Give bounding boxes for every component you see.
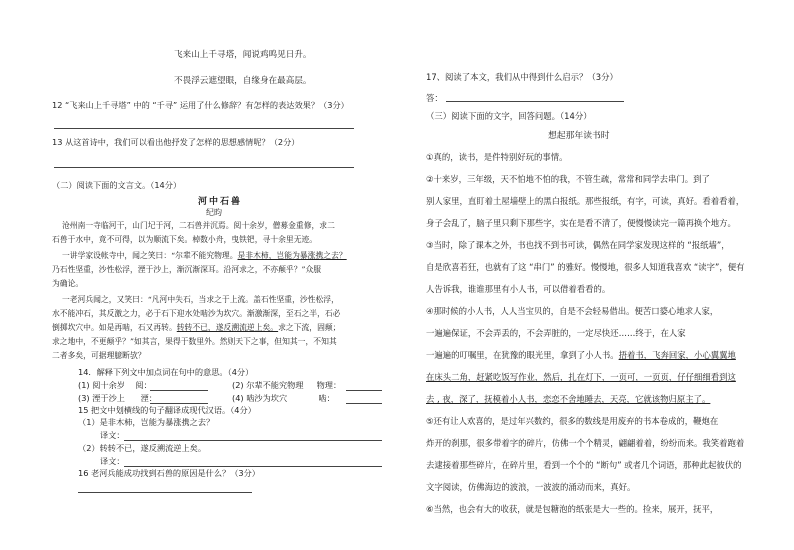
answer-line-15-1[interactable] [124, 440, 382, 441]
q14-item-3 [78, 393, 157, 403]
answer-line-17[interactable] [446, 101, 624, 102]
answer-line-13[interactable] [54, 167, 354, 168]
q15-translation-label-2: 译文： [100, 456, 125, 466]
text-line: 别人家里，直盯着土屋墙壁上的黑白报纸。那些报纸，有字，可读，真好。看着看着， [426, 196, 745, 206]
text-line: ②十来岁，三年级，天不怕地不怕的我，不管生疏，常常和同学去串门。到了 [426, 174, 710, 184]
text-line: ③当时，除了课本之外，书也找不到书可读，偶然在同学家发现这样的 “报纸墙”， [426, 240, 730, 250]
item-text: 啮沙为坎穴 [246, 393, 288, 403]
text-line: 自是欣喜若狂，也就有了这 “串门” 的雅好。慢慢地，很多人知道我喜欢 “读字”，便有 [426, 262, 745, 272]
text-segment: 倒掷坎穴中。如是再啮，石又再转。 [52, 323, 177, 332]
underlined-passage-line: 去 , 夜，深了，抚模着小人书，恋恋不舍地睡去，天亮，它就该物归原主了。 [426, 394, 711, 404]
text-segment: 一遍遍的叮嘱里，在犹豫的眼光里，拿到了小人书。 [426, 350, 619, 360]
text-line: 身子会乱了，脑子里只剩下那些字，实在是看不清了，便慢慢读完一篇再换个地方。 [426, 218, 736, 228]
answer-line-14-1[interactable] [150, 390, 208, 391]
text-line: 一老河兵闻之，又笑曰：“凡河中失石，当求之于上流。盖石性坚重，沙性松浮， [62, 295, 339, 304]
item-number: (1) [78, 380, 90, 390]
text-line: 文字阅读，仿佛海边的波浪，一波波的涌动而来，真好。 [426, 482, 636, 492]
item-number: (2) [232, 380, 244, 390]
text-line: 水不能冲石，其反激之力，必于石下迎水处啮沙为坎穴。渐激渐深，至石之半，石必 [52, 309, 341, 318]
paragraph-6: ⑥当然，也会有大的收获，就是包糖泡的纸张是大一些的。捡来，展开，抚平， [426, 504, 719, 514]
text-line: 为确论。 [52, 279, 84, 288]
essay-title: 想起那年读书时 [548, 131, 610, 141]
underlined-passage: 捂着书，飞奔回家，小心翼翼地 [618, 350, 736, 360]
section-2-heading: （二）阅读下面的文言文。（14分） [52, 180, 182, 190]
item-word: 物理： [316, 380, 342, 390]
article-title: 河中石兽 [198, 197, 243, 207]
underlined-sentence-2: 转转不已，遂反溯流逆上矣。 [176, 323, 279, 332]
answer-label: 答： [426, 93, 443, 103]
answer-line-12[interactable] [54, 128, 354, 129]
text-line: ④那时候的小人书，人人当宝贝的，自是不会轻易借出。便苦口婆心地求人家， [426, 306, 719, 316]
text-line: ⑤还有让人欢喜的，是过年兴数约，很多的数线是用废弃的书本卷成的，鞭炮在 [426, 416, 719, 426]
text-segment: 求之下流，固颠； [278, 323, 341, 332]
item-word: 啮： [318, 393, 335, 403]
item-word: 阅： [135, 380, 152, 390]
text-line: 乃石性坚重，沙性松浮，湮于沙上，渐沉渐深耳。沿河求之，不亦颠乎？”众服 [52, 265, 322, 274]
item-number: (4) [232, 393, 244, 403]
item-text: 阅十余岁 [92, 380, 125, 390]
text-line: 沧州南一寺临河干，山门圮于河，二石兽并沉焉。阅十余岁，僧募金重修，求二 [62, 221, 335, 230]
question-12: 12 “飞来山上千寻塔” 中的 “千寻” 运用了什么修辞？有怎样的表达效果？（3分） [52, 100, 349, 110]
text-line: 求之地中，不更颠乎？”如其言，果得于数里外。然则天下之事，但知其一，不知其 [52, 337, 337, 346]
item-word: 湮： [140, 393, 157, 403]
paragraph-1: ①真的，读书，是件特别好玩的事情。 [426, 152, 568, 162]
text-line: 石兽于水中，竟不可得，以为顺流下矣。棹数小舟，曳铁钯，寻十余里无迹。 [52, 235, 318, 244]
q15-sentence-1: （1）是非木柿，岂能为暴涨携之去？ [78, 417, 215, 427]
question-15: 15 把文中划横线的句子翻译成现代汉语。（4分） [78, 405, 256, 415]
article-author: 纪昀 [206, 208, 222, 217]
text-line [62, 251, 347, 261]
answer-line-14-2[interactable] [346, 390, 382, 391]
text-line: 炸开的刹那，很多带着字的碎片，仿佛一个个精灵，翩翩着着，纷纷而来。我笑着跑着 [426, 438, 745, 448]
q15-translation-label-1: 译文： [100, 430, 125, 440]
text-line [52, 323, 340, 333]
poem-line-1: 飞来山上千寻塔，闻说鸡鸣见日升。 [174, 50, 312, 60]
q14-item-4 [232, 393, 335, 403]
text-line: 去逮接着那些碎片，在碎片里，看到一个个的 “断句” 或者几个词语，那种此起彼伏的 [426, 460, 742, 470]
item-text: 尔辈不能究物理 [246, 380, 304, 390]
text-line: 二者多矣，可据理臆断欤？ [52, 351, 146, 360]
question-13: 13 从这首诗中，我们可以看出他抒发了怎样的思想感情呢？（2分） [52, 137, 300, 147]
text-segment: 一讲学家设帐寺中，闻之笑曰：“尔辈不能究物理。 [62, 251, 238, 260]
answer-line-14-4[interactable] [346, 403, 382, 404]
q15-sentence-2: （2）转转不已，遂反溯流逆上矣。 [78, 443, 207, 453]
answer-line-14-3[interactable] [150, 403, 208, 404]
answer-line-16[interactable] [78, 492, 252, 493]
q14-item-2 [232, 380, 341, 390]
text-line [426, 350, 736, 360]
section-3-heading: （三）阅读下面的文字，回答问题。（14分） [426, 111, 592, 121]
underlined-sentence-1: 是非木柿，岂能为暴涨携之去？ [237, 251, 347, 260]
answer-line-15-2[interactable] [124, 466, 382, 467]
underlined-passage-line: 在床头二角，赶紧吃饭写作业，然后，扎在灯下，一页可，一页页，仔仔细细看到这 [426, 372, 736, 382]
question-16: 16 老河兵能成功找到石兽的原因是什么？（3分） [78, 468, 260, 478]
poem-line-2: 不畏浮云遮望眼，自缘身在最高层。 [174, 76, 312, 86]
q14-item-1 [78, 380, 152, 390]
text-line: 人告诉我，谁谁那里有小人书，可以借着看看的。 [426, 284, 611, 294]
text-line: 一遍遍保证，不会弄丢的，不会弄脏的，一定尽快还……终于，在人家 [426, 328, 686, 338]
item-text: 湮于沙上 [92, 393, 125, 403]
question-14: 14．解释下列文中加点词在句中的意思。（4分） [78, 367, 254, 377]
question-17: 17、阅读了本文，我们从中得到什么启示？（3分） [426, 72, 618, 82]
item-number: (3) [78, 393, 90, 403]
